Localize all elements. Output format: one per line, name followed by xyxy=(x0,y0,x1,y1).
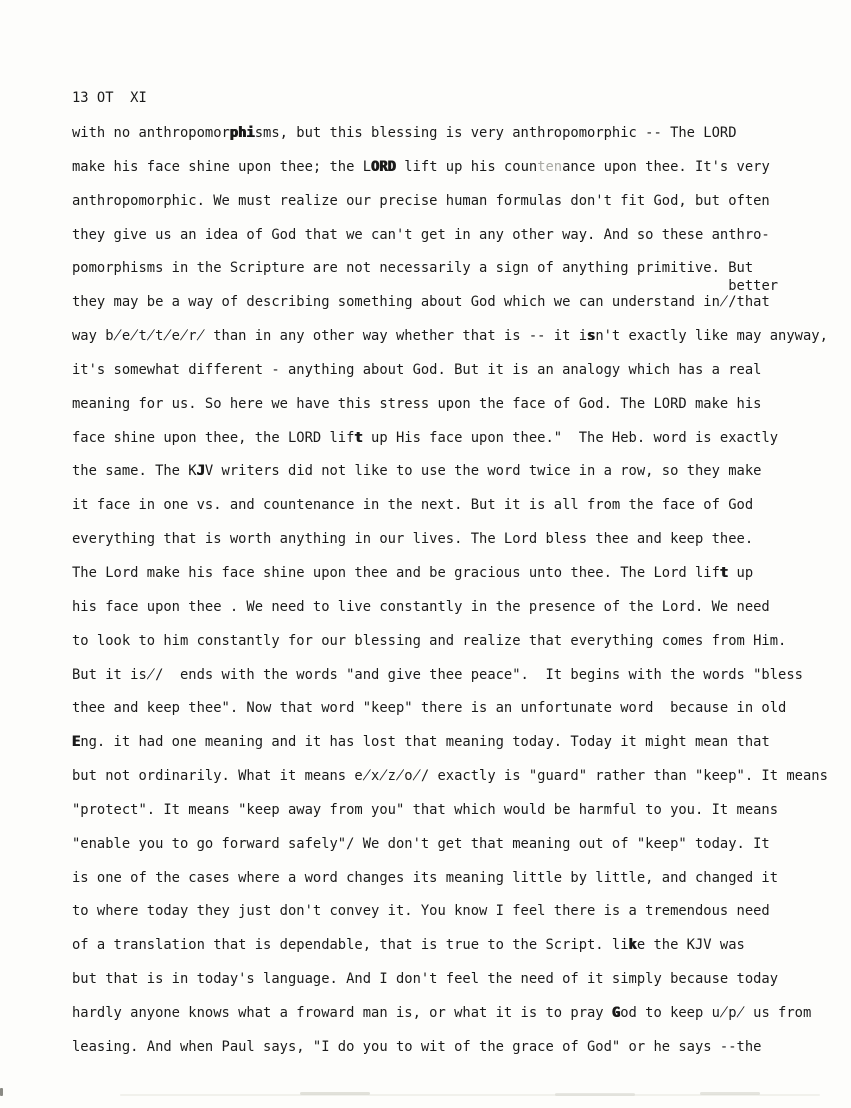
text-segment: pomorphisms in the Scripture are not necessarily a sign of anything primitive. But xyxy=(72,260,754,277)
scan-smudge xyxy=(120,1094,820,1096)
text-line xyxy=(72,252,831,286)
text-line xyxy=(72,523,831,557)
text-segment: up His face upon thee." The Heb. word is exactly xyxy=(362,429,779,446)
text-segment: /that xyxy=(728,294,770,311)
text-segment: The Lord make his face shine upon thee and be gracious unto thee. The Lord lif xyxy=(72,564,720,581)
text-line xyxy=(72,557,831,591)
text-segment: it face in one vs. and countenance in the next. But it is all from the face of God xyxy=(72,497,754,514)
text-segment: way b̸e̸t̸t̸e̸r̸ than in any other way whether that is -- it i xyxy=(72,328,587,345)
text-line xyxy=(72,151,831,185)
text-segment: to look to him constantly for our blessing and realize that everything comes from Him. xyxy=(72,632,787,649)
text-segment: ten xyxy=(537,158,563,175)
text-line xyxy=(72,185,831,219)
text-segment: up xyxy=(728,564,754,581)
text-segment: meaning for us. So here we have this stress upon the face of God. The LORD make his xyxy=(72,395,762,412)
text-segment: his face upon thee . We need to live constantly in the presence of the Lord. We need xyxy=(72,598,770,615)
text-segment: e the KJV was xyxy=(636,937,745,954)
text-line xyxy=(72,117,831,151)
text-line xyxy=(72,489,831,523)
text-segment: E xyxy=(72,734,81,751)
text-segment: ORD xyxy=(371,158,396,175)
text-segment: sms, but this blessing is very anthropomorphic -- The LORD xyxy=(254,125,737,141)
text-segment: J xyxy=(196,463,205,480)
text-line xyxy=(72,692,831,726)
text-segment: make his face shine upon thee; the L xyxy=(72,158,372,175)
text-line xyxy=(72,895,831,929)
text-line xyxy=(72,760,831,794)
text-segment: s xyxy=(587,328,596,345)
text-line xyxy=(72,997,831,1031)
scan-speck xyxy=(0,1088,3,1096)
text-line xyxy=(72,591,831,625)
text-line xyxy=(72,862,831,896)
text-line xyxy=(72,929,831,963)
text-line xyxy=(72,828,831,862)
text-line xyxy=(72,354,831,388)
text-line xyxy=(72,794,831,828)
text-segment: ng. it had one meaning and it has lost that meaning today. Today it might mean that xyxy=(80,734,770,751)
text-segment: face shine upon thee, the LORD lif xyxy=(72,429,355,446)
text-line xyxy=(72,320,831,354)
text-segment: "enable you to go forward safely"/ We don't get that meaning out of "keep" today. It xyxy=(72,835,770,852)
text-line xyxy=(72,219,831,253)
text-line xyxy=(72,726,831,760)
document-body xyxy=(72,117,831,1065)
text-segment: of a translation that is dependable, that is true to the Script. li xyxy=(72,937,629,954)
text-segment: G xyxy=(611,1004,621,1021)
text-line xyxy=(72,455,831,489)
text-segment: but not ordinarily. What it means e̸x̸z̸o̸/ exactly is "guard" rather than "keep". It means xyxy=(72,768,828,785)
text-segment: anthropomorphic. We must realize our precise human formulas don't fit God, but often xyxy=(72,192,770,209)
text-segment: they may be a way of describing something about God which we can understand in̸ xyxy=(72,294,729,311)
text-segment: phi xyxy=(229,125,255,141)
text-segment: with no anthropomor xyxy=(72,125,230,141)
text-segment: n't exactly like may anyway, xyxy=(595,328,828,345)
text-segment: everything that is worth anything in our lives. The Lord bless thee and keep thee. xyxy=(72,531,754,548)
text-segment: leasing. And when Paul says, "I do you to wit of the grace of God" or he says --the xyxy=(72,1038,762,1055)
text-line xyxy=(72,963,831,997)
text-segment: hardly anyone knows what a froward man is, or what it is to pray xyxy=(72,1004,612,1021)
text-segment: is one of the cases where a word changes its meaning little by little, and changed it xyxy=(72,869,779,886)
text-line xyxy=(72,1031,831,1065)
text-segment: t xyxy=(354,429,363,446)
page-header-label: 13 OT XI xyxy=(72,90,147,106)
text-segment: "protect". It means "keep away from you" that which would be harmful to you. It means xyxy=(72,801,779,818)
text-line xyxy=(72,422,831,456)
text-segment: thee and keep thee". Now that word "keep" there is an unfortunate word because in old xyxy=(72,700,787,717)
text-line xyxy=(72,388,831,422)
text-segment: k xyxy=(628,937,637,954)
text-segment: they give us an idea of God that we can't get in any other way. And so these anthro- xyxy=(72,226,770,243)
text-segment: od to keep u̸p̸ us from xyxy=(620,1004,812,1021)
text-segment: But it is̸/ ends with the words "and give thee peace". It begins with the words "bless xyxy=(72,666,803,683)
text-line xyxy=(72,659,831,693)
text-line xyxy=(72,625,831,659)
text-segment: lift up his coun xyxy=(395,158,538,175)
text-segment: t xyxy=(719,564,729,581)
text-segment: ance upon thee. It's very xyxy=(562,158,770,175)
text-segment: it's somewhat different - anything about God. But it is an analogy which has a real xyxy=(72,361,762,378)
text-segment: but that is in today's language. And I don't feel the need of it simply because today xyxy=(72,971,779,988)
text-segment: the same. The K xyxy=(72,463,197,480)
text-segment: to where today they just don't convey it. You know I feel there is a tremendous need xyxy=(72,903,770,920)
text-line: they may be a way of describing something about God which we can understand in̸better/that xyxy=(72,278,779,311)
text-segment: V writers did not like to use the word twice in a row, so they make xyxy=(204,463,762,480)
